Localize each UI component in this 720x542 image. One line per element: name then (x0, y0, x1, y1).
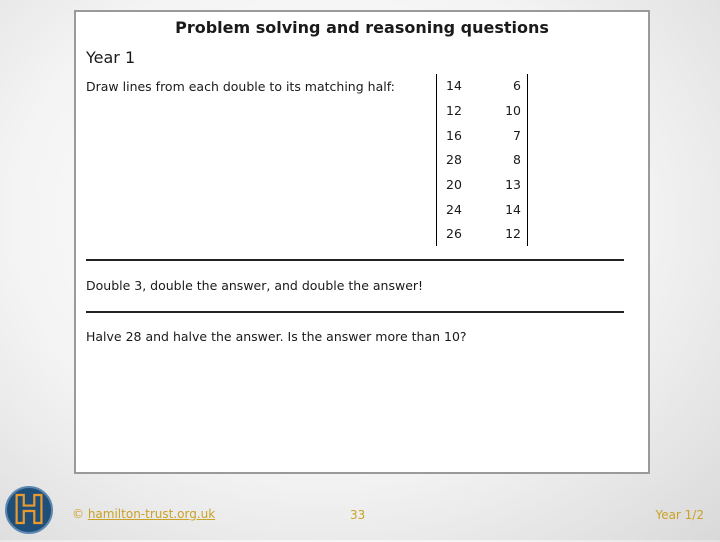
half-value[interactable]: 12 (505, 226, 521, 241)
number-row (437, 173, 527, 197)
year-range-label: Year 1/2 (655, 508, 704, 522)
half-value[interactable]: 13 (505, 177, 521, 192)
half-value[interactable]: 8 (513, 152, 521, 167)
double-value[interactable]: 16 (446, 128, 462, 143)
worksheet-page (74, 10, 650, 474)
double-value[interactable]: 28 (446, 152, 462, 167)
number-row (437, 124, 527, 148)
number-row (437, 198, 527, 222)
number-row (437, 74, 527, 98)
page-title: Problem solving and reasoning questions (175, 18, 549, 37)
double-value[interactable]: 20 (446, 177, 462, 192)
double-value[interactable]: 12 (446, 103, 462, 118)
half-value[interactable]: 7 (513, 128, 521, 143)
hamilton-trust-link[interactable]: hamilton-trust.org.uk (87, 507, 216, 521)
logo-letter: H (13, 488, 45, 532)
hamilton-logo-icon (4, 482, 54, 538)
double-value[interactable]: 24 (446, 202, 462, 217)
half-value[interactable]: 10 (505, 103, 521, 118)
half-value[interactable]: 6 (513, 78, 521, 93)
question-matching-doubles: Draw lines from each double to its matching half: (86, 79, 395, 94)
divider-line (86, 311, 624, 313)
matching-number-table (436, 74, 528, 246)
number-row (437, 222, 527, 246)
divider-line (86, 259, 624, 261)
double-value[interactable]: 14 (446, 78, 462, 93)
page-number: 33 (350, 508, 366, 522)
copyright-notice (72, 507, 215, 521)
question-halve-twenty-eight: Halve 28 and halve the answer. Is the answer more than 10? (86, 329, 467, 344)
year-heading: Year 1 (86, 48, 136, 67)
half-value[interactable]: 14 (505, 202, 521, 217)
double-value[interactable]: 26 (446, 226, 462, 241)
number-row (437, 148, 527, 172)
question-double-three: Double 3, double the answer, and double the answer! (86, 278, 424, 293)
copyright-symbol: © (72, 507, 84, 521)
number-row (437, 99, 527, 123)
